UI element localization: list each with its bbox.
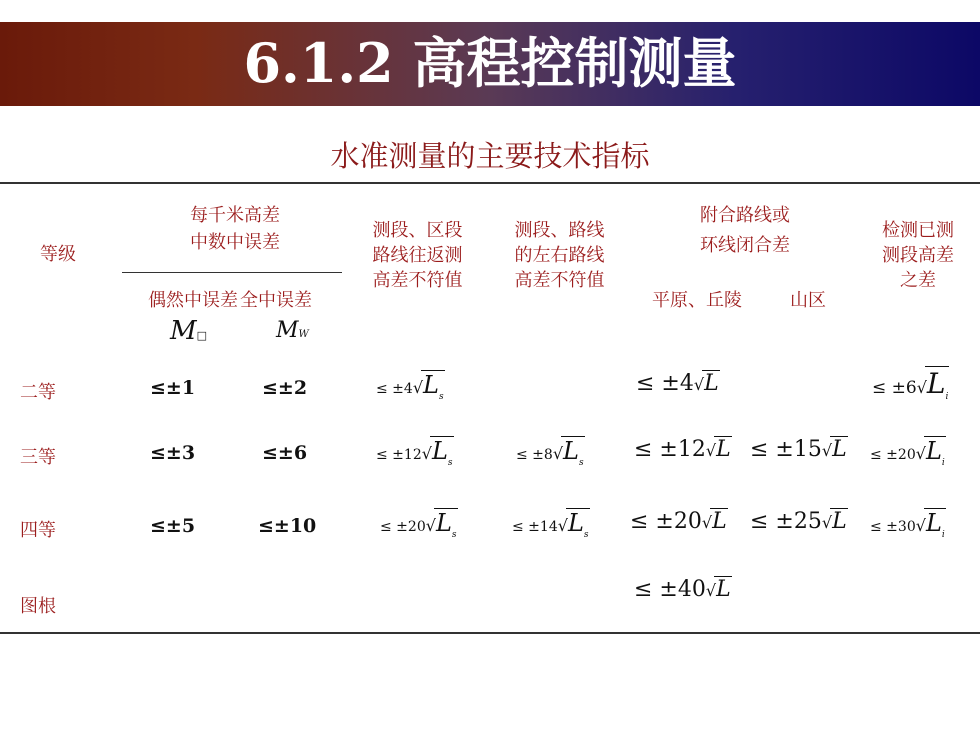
header-col4-3: 高差不符值 <box>514 270 605 291</box>
header-col5-1: 附合路线或 <box>700 205 790 226</box>
header-col5-2: 环线闭合差 <box>700 235 790 256</box>
header-accidental: 偶然中误差 <box>148 290 238 311</box>
table-top-rule <box>0 182 980 184</box>
row4-c5b: ≤ ±25√L <box>750 509 847 534</box>
row-grade-4: 四等 <box>20 520 56 541</box>
row3-c3: ≤ $\pm 12√L_s$ <box>376 437 453 468</box>
row-grade-2: 二等 <box>20 382 56 403</box>
slide-title: 6.1.2 高程控制测量 <box>243 31 737 95</box>
row2-m-acc: ≤±1 <box>150 377 196 399</box>
row4-c6: ≤ $\pm 30√L_i$ <box>870 509 945 540</box>
row3-m-acc: ≤±3 <box>150 442 196 464</box>
rowmap-c5a: ≤ ±40√L <box>634 577 731 602</box>
header-grade: 等级 <box>40 244 76 265</box>
header-col3-1: 测段、区段 <box>372 220 463 241</box>
row3-c4: ≤ $\pm 8√L_s$ <box>516 437 584 468</box>
row4-c5a: ≤ ±20√L <box>630 509 727 534</box>
row4-c3: ≤ $\pm 20√L_s$ <box>380 509 457 540</box>
header-col6-1: 检测已测 <box>882 220 954 241</box>
header-col6-2: 测段高差 <box>882 245 954 266</box>
row2-c3: ≤ $\pm 4√L_s$ <box>376 371 444 402</box>
table-caption: 水准测量的主要技术指标 <box>330 139 650 173</box>
row2-c5a: ≤ ±4√L <box>636 371 719 396</box>
row3-m-tot: ≤±6 <box>262 442 308 464</box>
row4-m-tot: ≤±10 <box>258 515 317 537</box>
table-bottom-rule <box>0 632 980 634</box>
symbol-accidental: M□ <box>170 316 208 346</box>
row3-c5b: ≤ ±15√L <box>750 437 847 462</box>
row2-m-tot: ≤±2 <box>262 377 308 399</box>
header-col3-3: 高差不符值 <box>372 270 463 291</box>
symbol-total: MW <box>276 318 309 343</box>
row4-m-acc: ≤±5 <box>150 515 196 537</box>
header-col4-1: 测段、路线 <box>514 220 605 241</box>
header-mid-error-2: 中数中误差 <box>190 232 280 253</box>
header-total: 全中误差 <box>240 290 312 311</box>
row-grade-map: 图根 <box>20 596 56 617</box>
header-col5-mountain: 山区 <box>790 290 826 311</box>
row4-c4: ≤ $\pm 14√L_s$ <box>512 509 589 540</box>
header-col3-2: 路线往返测 <box>372 245 463 266</box>
row3-c5a: ≤ ±12√L <box>634 437 731 462</box>
header-col5-plain: 平原、丘陵 <box>652 290 742 311</box>
header-col4-2: 的左右路线 <box>514 245 605 266</box>
row2-c6: ≤ $\pm 6√L_i$ <box>872 367 949 402</box>
row-grade-3: 三等 <box>20 447 56 468</box>
row3-c6: ≤ $\pm 20√L_i$ <box>870 437 945 468</box>
header-col6-3: 之差 <box>900 270 936 291</box>
header-mid-error-1: 每千米高差 <box>190 205 280 226</box>
header-sub-rule <box>122 272 342 273</box>
